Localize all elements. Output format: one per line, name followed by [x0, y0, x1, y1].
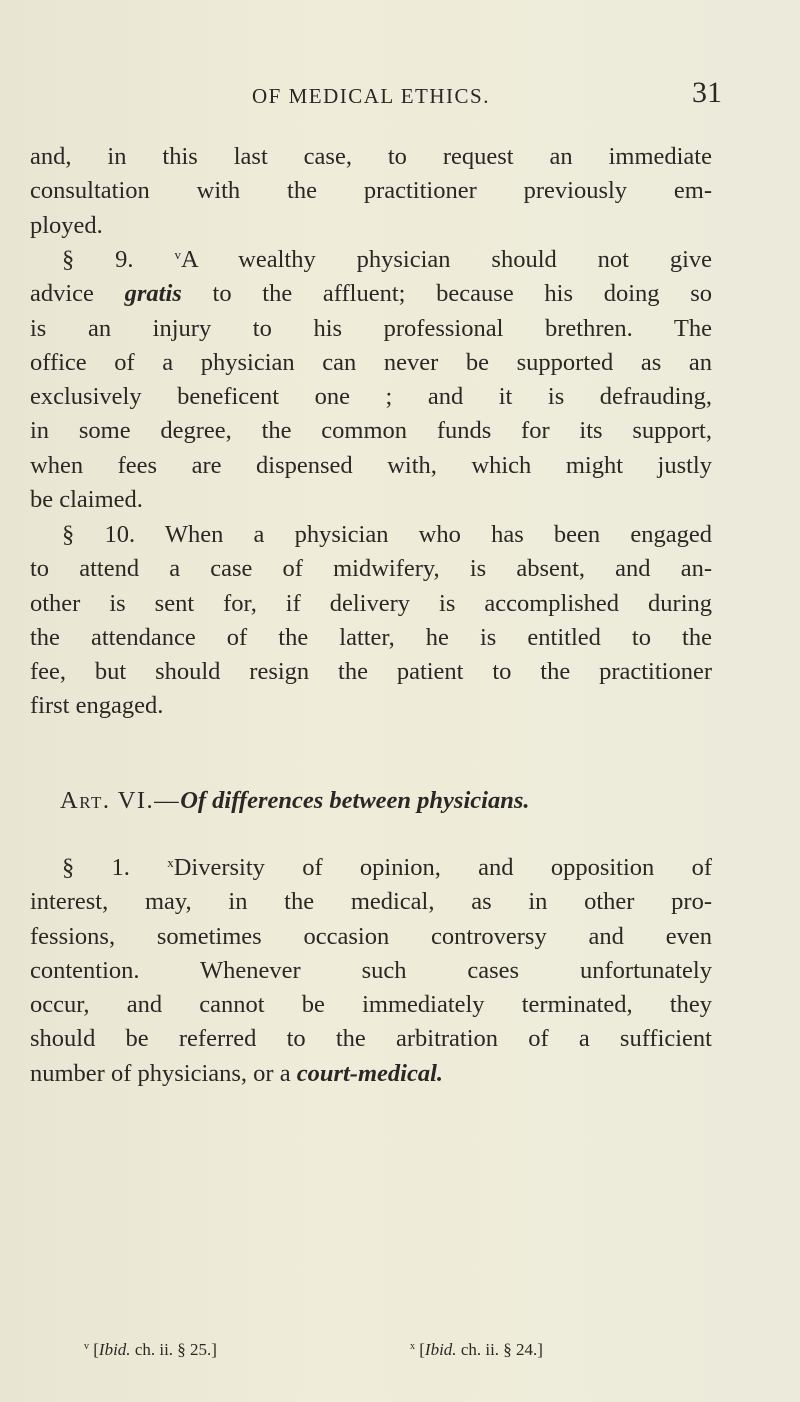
text-line: fee, but should resign the patient to the practitioner [30, 658, 712, 686]
text-line: to attend a case of midwifery, is absent, and an- [30, 555, 712, 583]
text-line: be claimed. [30, 486, 143, 514]
footnote-ref: ch. ii. § 25.] [134, 1340, 217, 1359]
footnote-marker: x [410, 1341, 415, 1352]
text-line: interest, may, in the medical, as in other pro- [30, 888, 712, 916]
text-line [30, 851, 712, 885]
text-fragment: to the affluent; because his doing so [212, 280, 712, 308]
footnote-v [84, 1338, 410, 1362]
text-line: consultation with the practitioner previously em- [30, 177, 712, 205]
text-fragment: A wealthy physician should not give [180, 246, 712, 273]
footnote-x [410, 1338, 736, 1362]
text-line [30, 277, 712, 311]
section-number: § 9. [62, 246, 134, 273]
text-line: office of a physician can never be supported as an [30, 348, 712, 376]
footnote-ref: ch. ii. § 24.] [460, 1340, 543, 1359]
article-heading [60, 784, 740, 818]
article-label: Art. VI.— [60, 787, 181, 814]
text-line [30, 243, 712, 277]
bracket: [ [93, 1340, 99, 1359]
text-line: and, in this last case, to request an immediate [30, 143, 712, 170]
text-fragment: number of physicians, or a [30, 1059, 291, 1087]
footnote-marker: x [167, 855, 174, 870]
text-line: § 10. When a physician who has been engaged [62, 521, 712, 548]
text-line: other is sent for, if delivery is accomplished during [30, 589, 712, 617]
page-number: 31 [692, 76, 722, 109]
section-1-paragraph [30, 851, 712, 1091]
italic-term: court-medical. [296, 1059, 444, 1087]
ibid: Ibid. [98, 1340, 131, 1359]
footnotes [84, 1338, 730, 1362]
text-line: fessions, sometimes occasion controversy and even [30, 922, 712, 950]
bracket: [ [419, 1340, 425, 1359]
ibid: Ibid. [424, 1340, 457, 1359]
text-fragment: advice [30, 280, 94, 308]
text-line: the attendance of the latter, he is entitled to the [30, 623, 712, 651]
text-line: when fees are dispensed with, which might justly [30, 451, 712, 479]
text-line: is an injury to his professional brethren. The [30, 314, 712, 342]
footnote-marker: v [84, 1341, 89, 1352]
section-10-paragraph [30, 518, 712, 724]
section-9-paragraph [30, 243, 712, 517]
text-line: should be referred to the arbitration of a sufficient [30, 1025, 712, 1053]
italic-term: gratis [124, 280, 182, 308]
running-head: OF MEDICAL ETHICS. [252, 84, 490, 108]
footnote-marker: v [174, 247, 181, 262]
text-fragment: Diversity of opinion, and opposition of [173, 854, 712, 881]
text-line: contention. Whenever such cases unfortunately [30, 956, 712, 984]
text-line: exclusively beneficent one ; and it is defrauding, [30, 383, 712, 411]
text-line: ployed. [30, 211, 103, 239]
page-header [30, 76, 722, 110]
text-line [30, 1057, 712, 1091]
text-line: first engaged. [30, 692, 164, 720]
article-title: Of differences between physicians. [180, 787, 530, 814]
section-number: § 1. [62, 854, 130, 881]
text-line: occur, and cannot be immediately terminated, they [30, 991, 712, 1019]
paragraph-continuation [30, 140, 712, 243]
text-line: in some degree, the common funds for its support, [30, 417, 712, 445]
